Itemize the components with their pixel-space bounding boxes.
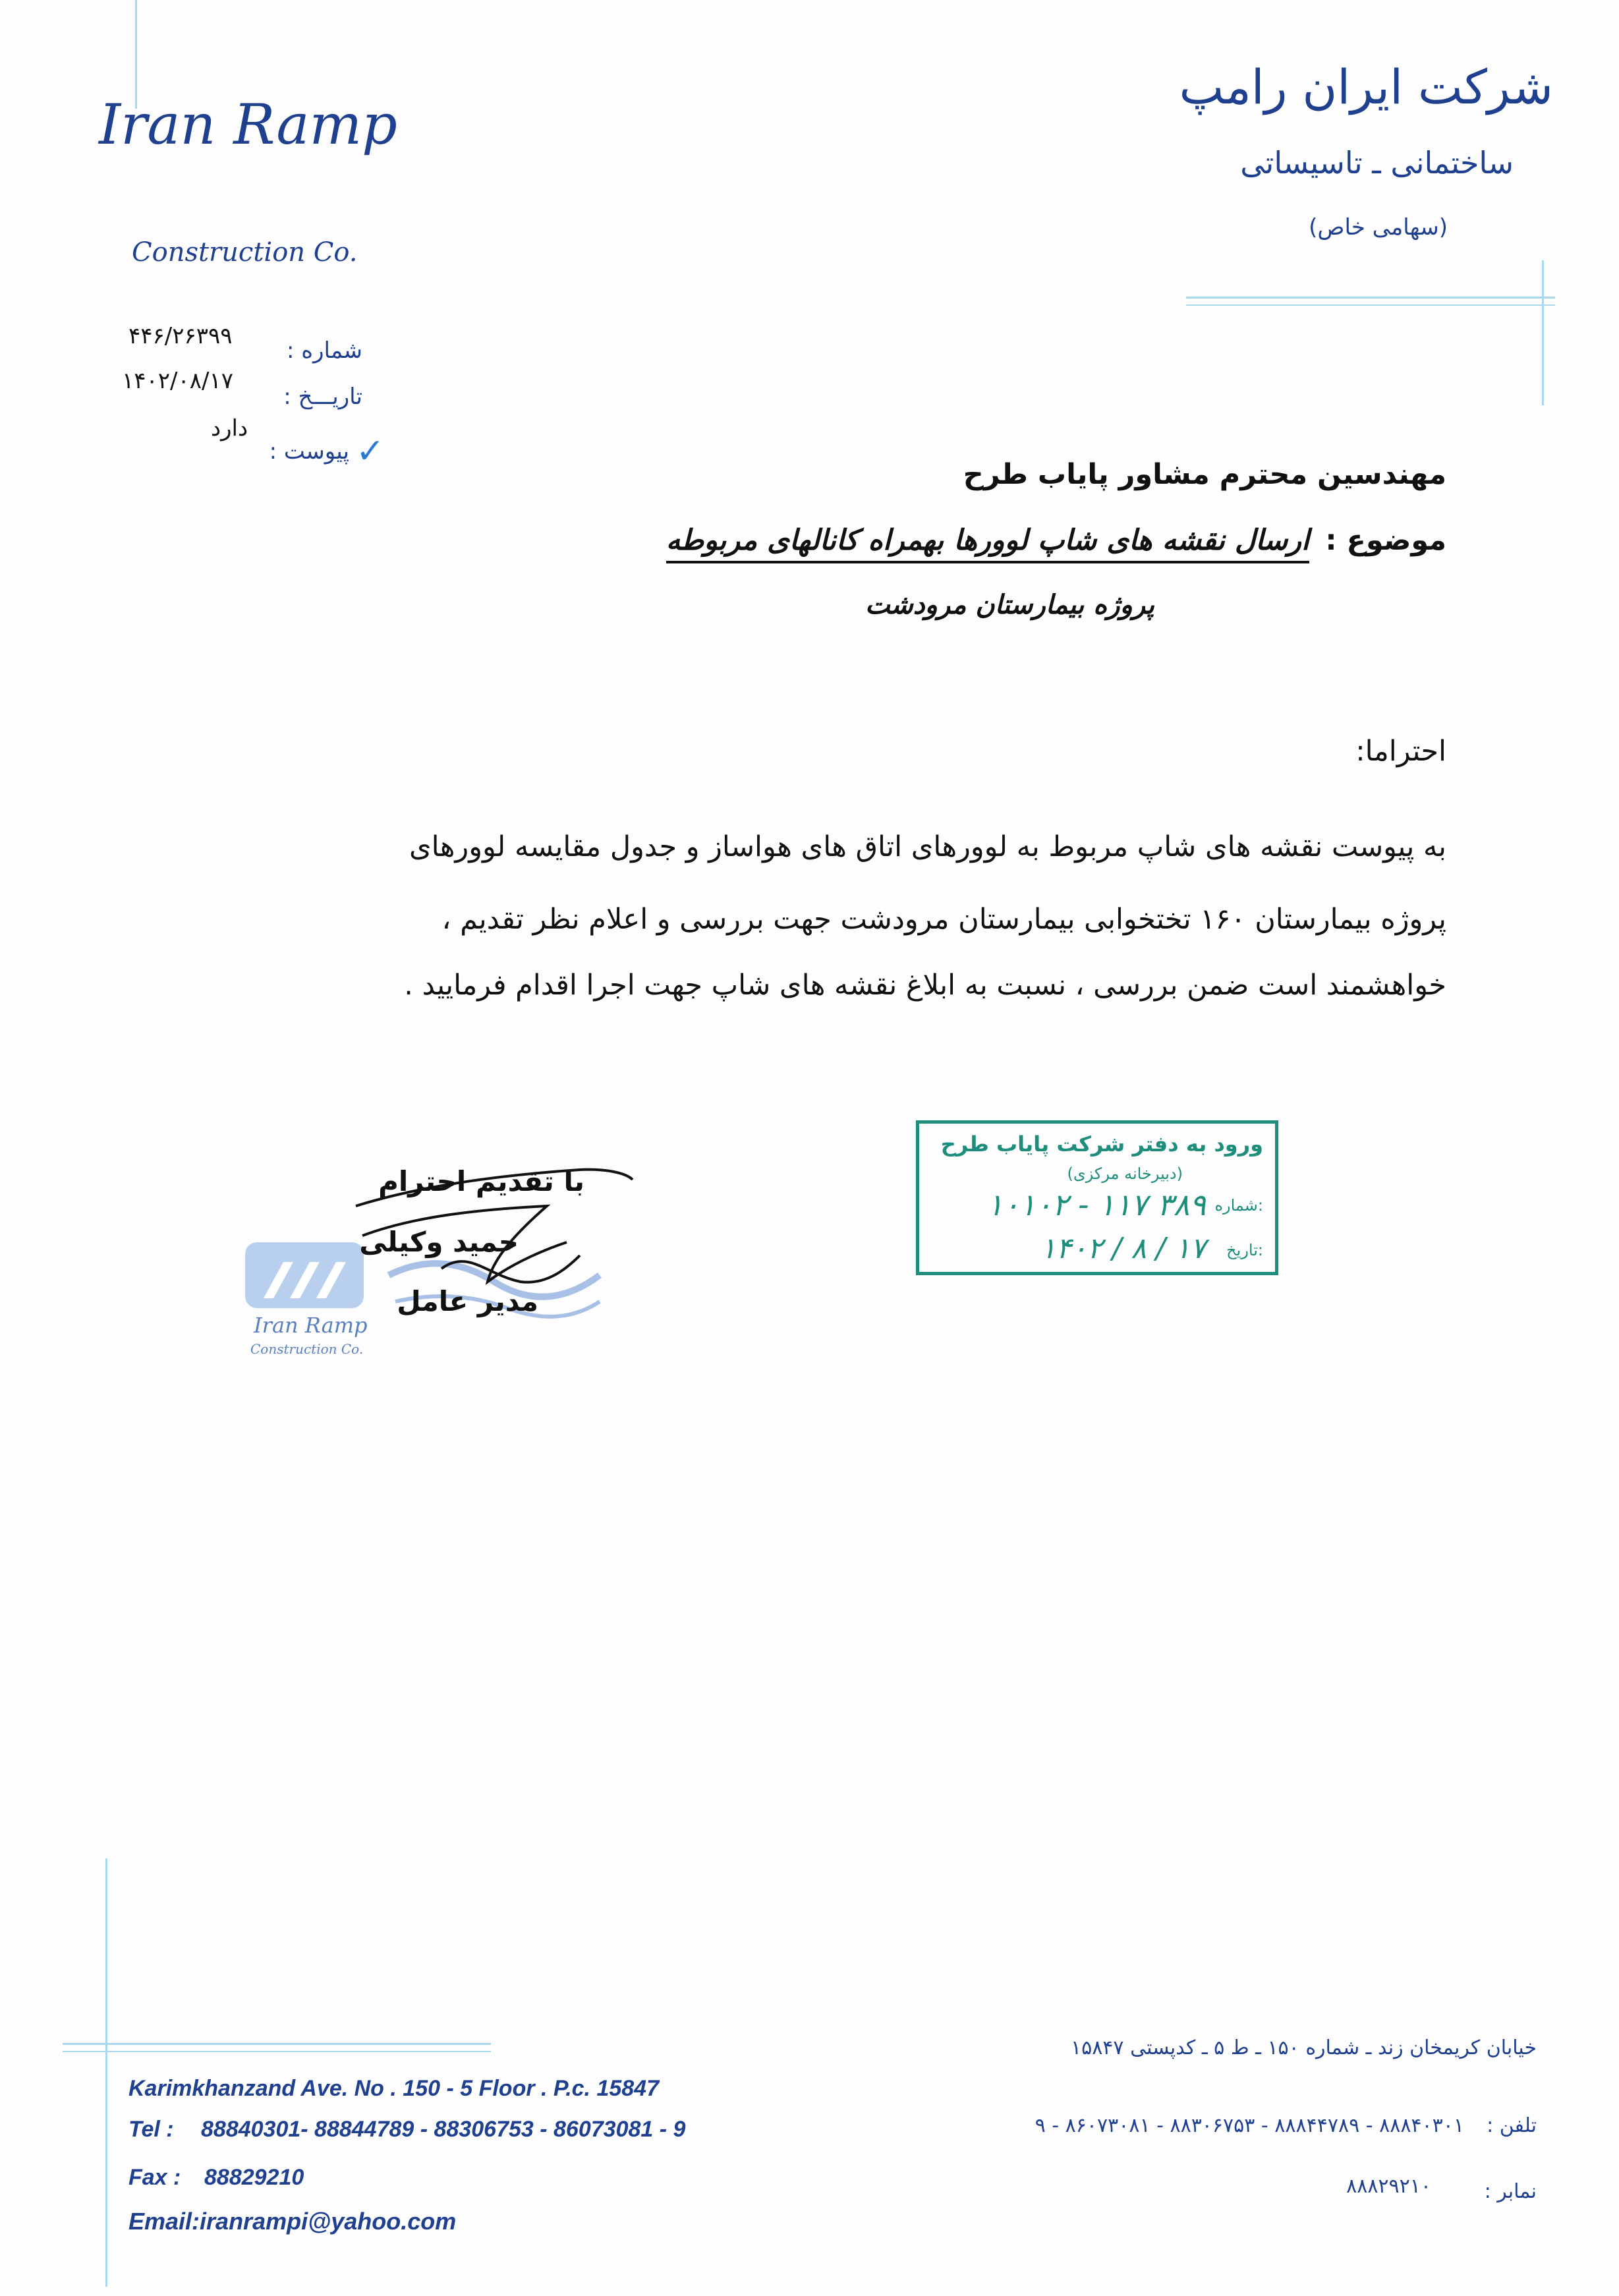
seal-text: Iran Ramp xyxy=(254,1313,368,1338)
recipient: مهندسین محترم مشاور پایاب طرح xyxy=(963,458,1446,491)
seal-logo-icon xyxy=(245,1242,364,1308)
project-name: پروژه بیمارستان مرودشت xyxy=(865,590,1154,620)
meta-number-label: شماره : xyxy=(287,337,362,364)
footer-tel-value: 88840301- 88844789 - 88306753 - 86073081 - 9 xyxy=(201,2117,686,2142)
rule-bottom-left-vertical xyxy=(105,1858,107,2287)
body-line-2: پروژه بیمارستان ۱۶۰ تختخوابی بیمارستان مرودشت جهت بررسی و اعلام نظر تقدیم ، xyxy=(441,903,1446,936)
stamp-subtitle: (دبیرخانه مرکزی) xyxy=(1067,1164,1183,1183)
salutation: احتراما: xyxy=(1355,735,1446,768)
rule-top-right-horizontal xyxy=(1186,297,1555,299)
company-share-type: (سهامی خاص) xyxy=(1309,214,1448,241)
signature-closing: با تقدیم احترام xyxy=(378,1165,584,1197)
received-stamp xyxy=(916,1120,1278,1275)
checkmark-icon: ✓ xyxy=(356,432,385,471)
meta-attachment-label: پیوست : xyxy=(269,438,349,465)
footer-address-fa: خیابان کریمخان زند ـ شماره ۱۵۰ ـ ط ۵ ـ کدپستی ۱۵۸۴۷ xyxy=(1070,2036,1537,2059)
stamp-date-value: ۱۴۰۲ / ۸ / ۱۷ xyxy=(1040,1232,1206,1265)
rule-bottom-left-horizontal xyxy=(63,2043,491,2045)
stamp-title: ورود به دفتر شرکت پایاب طرح xyxy=(940,1132,1263,1157)
rule-top-right-vertical xyxy=(1542,260,1544,405)
footer-fax-fa-label: نمابر : xyxy=(1484,2180,1537,2203)
subject-label: موضوع : xyxy=(1325,524,1446,557)
footer-fax-label: Fax : xyxy=(128,2165,181,2190)
footer-email: Email:iranrampi@yahoo.com xyxy=(128,2208,457,2235)
body-line-1: به پیوست نقشه های شاپ مربوط به لوورهای اتاق های هواساز و جدول مقایسه لوورهای xyxy=(409,830,1446,863)
subject-text: ارسال نقشه های شاپ لوورها بهمراه کانالهای مربوطه xyxy=(666,524,1309,563)
footer-fax-value: 88829210 xyxy=(204,2165,304,2190)
body-line-3: خواهشمند است ضمن بررسی ، نسبت به ابلاغ نقشه های شاپ جهت اجرا اقدام فرمایید . xyxy=(404,969,1446,1002)
rule-bottom-left-horizontal-2 xyxy=(63,2051,491,2052)
footer-tel-label: Tel : xyxy=(128,2117,174,2142)
footer-tel-fa-label: تلفن : xyxy=(1487,2114,1537,2137)
handwritten-signature xyxy=(349,1143,652,1341)
company-logo-subtitle: Construction Co. xyxy=(132,237,358,268)
meta-date-label: تاریـــخ : xyxy=(283,384,362,410)
signature-name: حمید وکیلی xyxy=(359,1226,519,1258)
company-name: شرکت ایران رامپ xyxy=(1179,59,1553,115)
footer-fax-fa-value: ۸۸۸۲۹۲۱۰ xyxy=(1346,2175,1431,2198)
stamp-number-label: شماره: xyxy=(1214,1196,1263,1215)
meta-date-value: ۱۴۰۲/۰۸/۱۷ xyxy=(122,368,234,394)
stamp-number-value: ۱۰۱۰۲ - ۱۱۷ ۳۸۹ xyxy=(986,1187,1206,1222)
company-type: ساختمانی ـ تاسیساتی xyxy=(1240,145,1514,181)
stamp-date-label: تاریخ: xyxy=(1226,1241,1263,1259)
meta-number-value: ۴۴۶/۲۶۳۹۹ xyxy=(128,323,233,349)
signature-title: مدیر عامل xyxy=(397,1285,538,1317)
footer-address-en: Karimkhanzand Ave. No . 150 - 5 Floor . P.c. 15847 xyxy=(128,2076,659,2101)
meta-attachment-value: دارد xyxy=(211,415,248,442)
company-logo-wordmark: Iran Ramp xyxy=(99,92,397,157)
rule-top-right-horizontal-2 xyxy=(1186,304,1555,306)
seal-subtext: Construction Co. xyxy=(250,1341,364,1357)
footer-tel-fa-value: ۸۸۸۴۰۳۰۱ - ۸۸۸۴۴۷۸۹ - ۸۸۳۰۶۷۵۳ - ۸۶۰۷۳۰۸۱ - ۹ xyxy=(1035,2114,1464,2137)
